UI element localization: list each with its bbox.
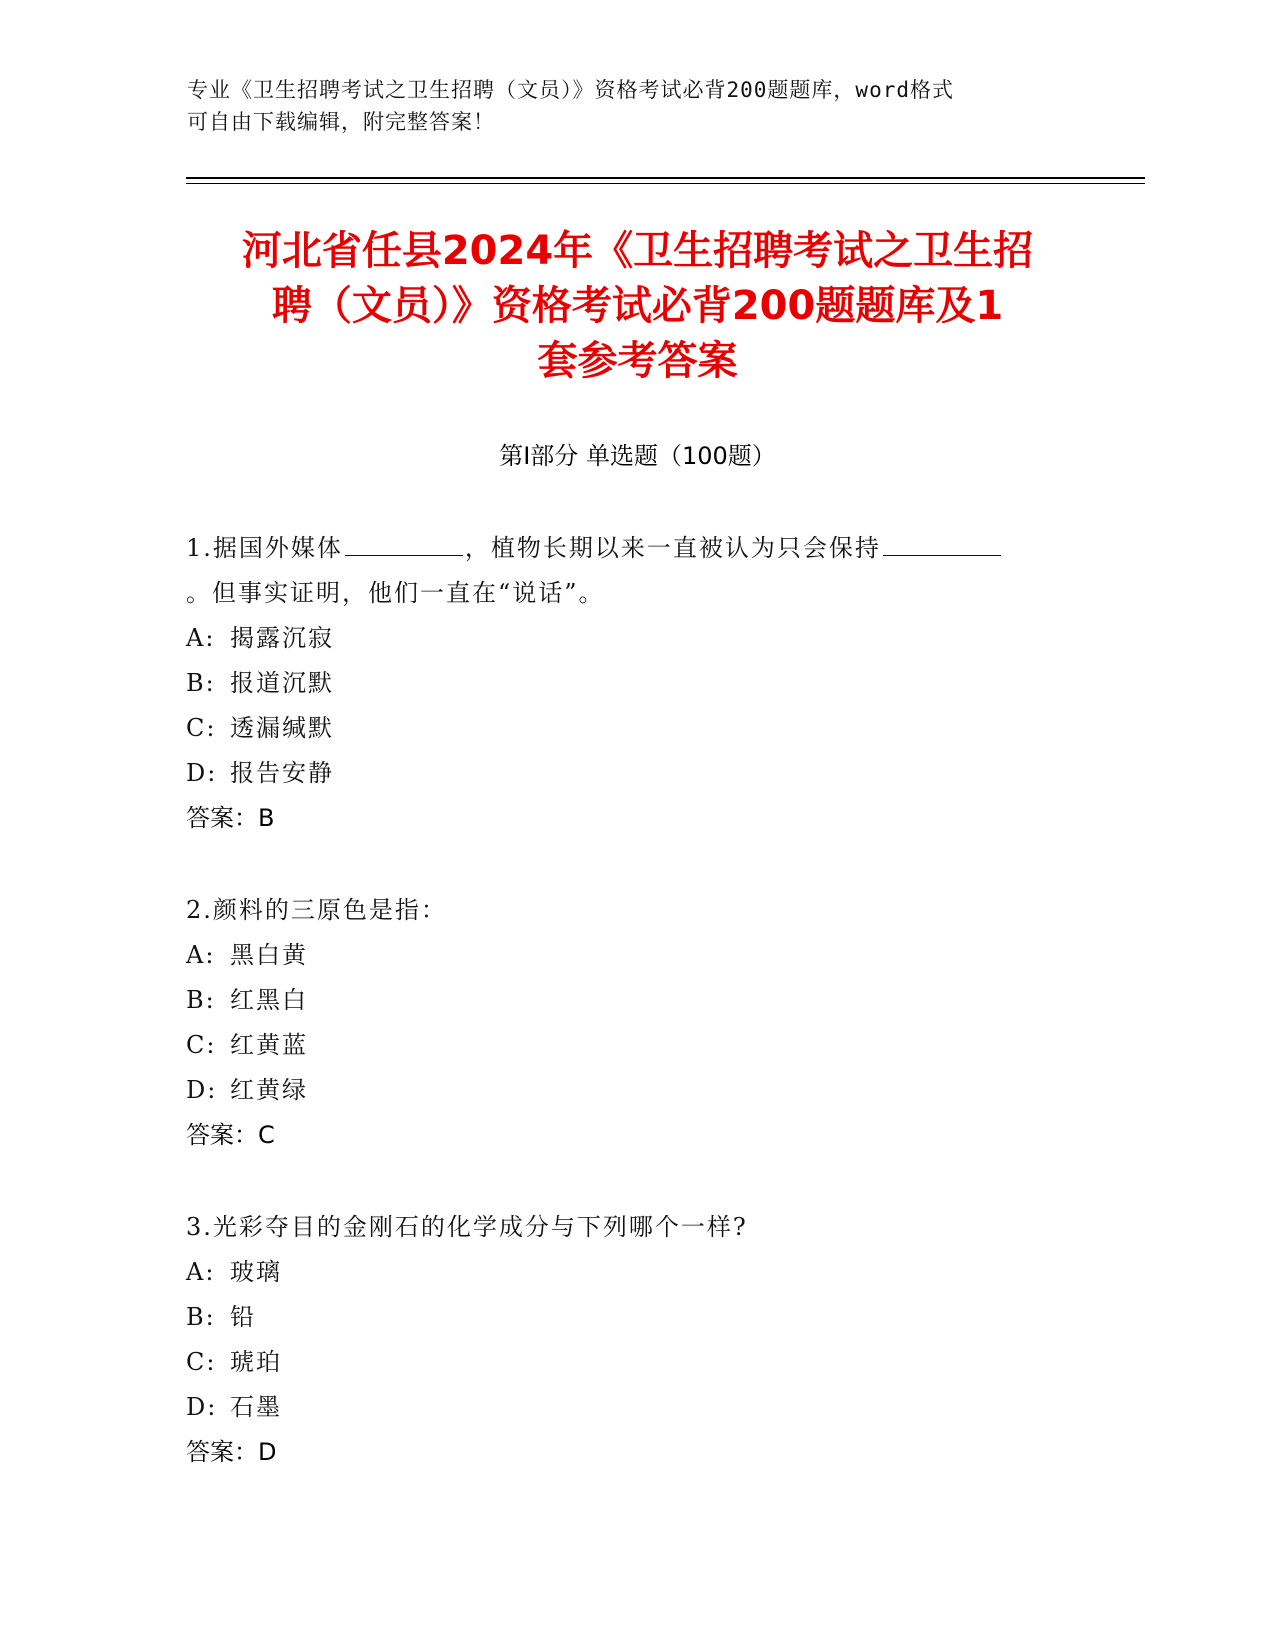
- stem-text: 。但事实证明，他们一直在“说话”。: [186, 579, 605, 607]
- header-divider: [186, 177, 1145, 179]
- option-a: [186, 1250, 1086, 1295]
- question-stem: 3.光彩夺目的金刚石的化学成分与下列哪个一样?: [186, 1213, 748, 1241]
- option-label: C:: [186, 1348, 217, 1376]
- stem-text: ，植物长期以来一直被认为只会保持: [464, 534, 881, 562]
- option-c: [186, 1023, 1086, 1068]
- document-title: [150, 224, 1125, 389]
- question-item: [186, 888, 1086, 1158]
- title-line: 河北省任县2024年《卫生招聘考试之卫生招: [241, 228, 1034, 274]
- title-line: 套参考答案: [537, 338, 738, 384]
- answer-text: 答案：D: [186, 1438, 277, 1466]
- option-c: [186, 1340, 1086, 1385]
- option-label: A:: [186, 624, 216, 652]
- option-text: 报告安静: [230, 759, 334, 787]
- option-b: [186, 1295, 1086, 1340]
- option-label: D:: [186, 1393, 218, 1421]
- question-stem: [186, 526, 1086, 616]
- option-label: B:: [186, 1303, 216, 1331]
- option-b: [186, 978, 1086, 1023]
- fill-blank: [883, 531, 1001, 556]
- option-text: 黑白黄: [230, 941, 308, 969]
- header-note: [187, 74, 1087, 138]
- option-label: A:: [186, 941, 216, 969]
- option-text: 透漏缄默: [230, 714, 334, 742]
- option-label: D:: [186, 759, 218, 787]
- option-a: [186, 933, 1086, 978]
- question-list: [186, 526, 1086, 1522]
- option-label: C:: [186, 714, 217, 742]
- option-d: [186, 1068, 1086, 1113]
- option-label: B:: [186, 986, 216, 1014]
- option-text: 报道沉默: [230, 669, 334, 697]
- option-d: [186, 1385, 1086, 1430]
- option-label: B:: [186, 669, 216, 697]
- option-text: 红黄蓝: [230, 1031, 308, 1059]
- option-label: C:: [186, 1031, 217, 1059]
- option-text: 琥珀: [230, 1348, 282, 1376]
- option-text: 揭露沉寂: [230, 624, 334, 652]
- option-label: A:: [186, 1258, 216, 1286]
- stem-text: 1.据国外媒体: [186, 534, 343, 562]
- answer-text: 答案：B: [186, 804, 275, 832]
- option-c: [186, 706, 1086, 751]
- option-text: 红黑白: [230, 986, 308, 1014]
- option-text: 石墨: [230, 1393, 282, 1421]
- title-line: 聘（文员）》资格考试必背200题题库及1: [271, 283, 1004, 329]
- question-stem: 2.颜料的三原色是指：: [186, 896, 447, 924]
- option-a: [186, 616, 1086, 661]
- question-item: [186, 526, 1086, 841]
- fill-blank: [345, 531, 463, 556]
- header-note-line: 可自由下载编辑，附完整答案！: [187, 110, 495, 134]
- option-text: 玻璃: [230, 1258, 282, 1286]
- option-text: 铅: [230, 1303, 256, 1331]
- header-divider-thin: [186, 183, 1145, 184]
- option-d: [186, 751, 1086, 796]
- answer-text: 答案：C: [186, 1121, 275, 1149]
- option-label: D:: [186, 1076, 218, 1104]
- option-b: [186, 661, 1086, 706]
- question-item: [186, 1205, 1086, 1475]
- header-note-line: 专业《卫生招聘考试之卫生招聘（文员）》资格考试必背200题题库，word格式: [187, 78, 954, 102]
- option-text: 红黄绿: [230, 1076, 308, 1104]
- section-heading: 第Ⅰ部分 单选题（100题）: [499, 442, 776, 470]
